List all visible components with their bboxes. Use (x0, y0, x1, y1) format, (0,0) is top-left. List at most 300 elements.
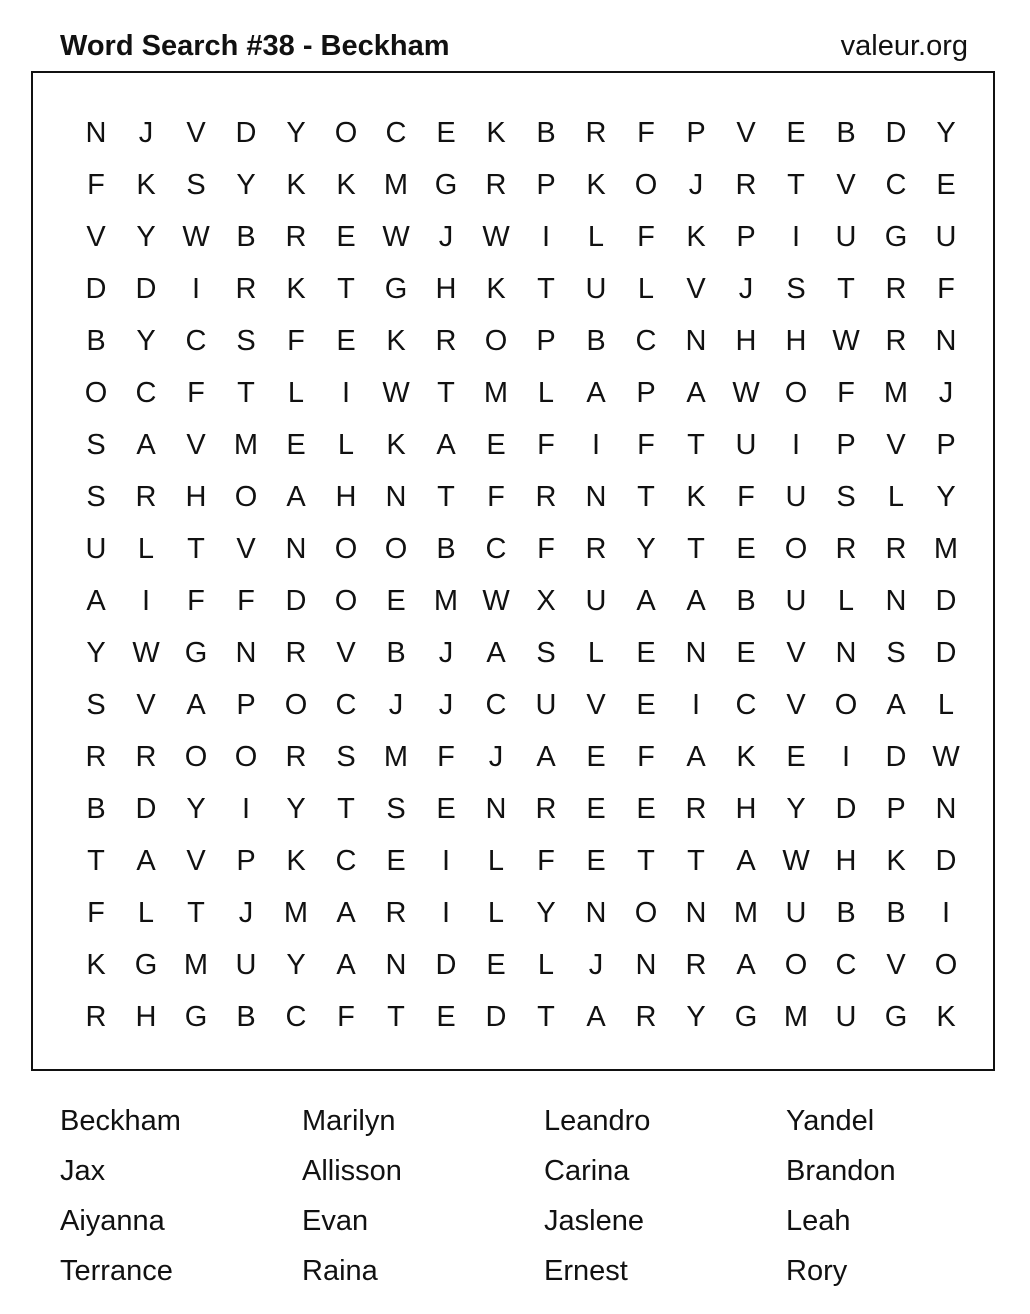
grid-letter: Y (236, 168, 256, 201)
grid-letter: U (835, 220, 857, 253)
grid-letter: W (132, 636, 160, 669)
grid-letter: S (886, 636, 906, 669)
word-list-item: Jaslene (544, 1205, 644, 1237)
grid-letter: V (186, 116, 206, 149)
grid-letter: V (336, 636, 356, 669)
grid-letter: W (782, 844, 810, 877)
grid-letter: B (586, 324, 606, 357)
grid-letter: J (438, 220, 454, 253)
grid-letter: S (336, 740, 356, 773)
grid-letter: R (685, 792, 707, 825)
grid-letter: U (785, 584, 807, 617)
grid-letter: N (385, 948, 407, 981)
grid-letter: L (487, 844, 505, 877)
grid-letter: R (685, 948, 707, 981)
grid-letter: N (685, 324, 707, 357)
grid-letter: K (486, 272, 506, 305)
grid-letter: A (686, 740, 706, 773)
grid-letter: I (241, 792, 251, 825)
grid-letter: R (485, 168, 507, 201)
grid-letter: O (784, 948, 808, 981)
grid-letter: A (436, 428, 456, 461)
grid-letter: T (637, 480, 655, 513)
grid-letter: L (287, 376, 305, 409)
grid-letter: T (687, 428, 705, 461)
grid-letter: K (486, 116, 506, 149)
grid-letter: L (337, 428, 355, 461)
grid-letter: J (688, 168, 704, 201)
grid-letter: R (885, 324, 907, 357)
grid-letter: K (386, 324, 406, 357)
grid-letter: F (237, 584, 255, 617)
grid-letter: N (585, 896, 607, 929)
grid-letter: G (884, 220, 908, 253)
grid-letter: T (187, 896, 205, 929)
grid-letter: C (485, 532, 507, 565)
grid-letter: B (86, 792, 106, 825)
grid-letter: D (235, 116, 257, 149)
site-name: valeur.org (840, 30, 968, 62)
grid-letter: P (936, 428, 956, 461)
grid-letter: V (886, 948, 906, 981)
grid-letter: H (785, 324, 807, 357)
grid-letter: N (285, 532, 307, 565)
grid-letter: E (486, 428, 506, 461)
word-list-item: Beckham (60, 1105, 181, 1137)
grid-letter: O (784, 532, 808, 565)
grid-letter: E (336, 220, 356, 253)
grid-letter: V (686, 272, 706, 305)
grid-letter: A (336, 896, 356, 929)
grid-letter: M (783, 1000, 809, 1033)
word-list-item: Carina (544, 1155, 630, 1187)
grid-letter: D (85, 272, 107, 305)
grid-letter: O (634, 896, 658, 929)
grid-letter: M (233, 428, 259, 461)
grid-letter: V (186, 428, 206, 461)
grid-letter: E (786, 740, 806, 773)
grid-letter: F (437, 740, 455, 773)
grid-letter: E (636, 792, 656, 825)
grid-letter: R (385, 896, 407, 929)
grid-letter: J (938, 376, 954, 409)
grid-letter: C (835, 948, 857, 981)
grid-letter: G (184, 1000, 208, 1033)
word-list-item: Jax (60, 1155, 106, 1187)
grid-letter: D (835, 792, 857, 825)
grid-letter: F (87, 168, 105, 201)
grid-letter: H (185, 480, 207, 513)
grid-letter: D (135, 272, 157, 305)
grid-letter: R (285, 636, 307, 669)
word-list-item: Leah (786, 1205, 851, 1237)
grid-letter: T (437, 480, 455, 513)
grid-letter: T (187, 532, 205, 565)
letter-grid (71, 107, 971, 1043)
grid-letter: G (734, 1000, 758, 1033)
grid-letter: T (87, 844, 105, 877)
grid-letter: N (235, 636, 257, 669)
grid-letter: R (85, 740, 107, 773)
grid-letter: K (586, 168, 606, 201)
puzzle-grid-frame (31, 71, 995, 1071)
grid-letter: N (585, 480, 607, 513)
grid-letter: I (841, 740, 851, 773)
grid-letter: J (488, 740, 504, 773)
grid-letter: W (932, 740, 960, 773)
grid-letter: K (336, 168, 356, 201)
grid-letter: N (885, 584, 907, 617)
grid-letter: M (483, 376, 509, 409)
grid-letter: M (183, 948, 209, 981)
grid-letter: V (736, 116, 756, 149)
grid-letter: A (736, 844, 756, 877)
grid-letter: C (185, 324, 207, 357)
grid-letter: A (136, 844, 156, 877)
grid-letter: Y (686, 1000, 706, 1033)
grid-letter: O (184, 740, 208, 773)
grid-letter: Y (286, 792, 306, 825)
grid-letter: R (285, 220, 307, 253)
grid-letter: F (837, 376, 855, 409)
word-list-item: Yandel (786, 1105, 875, 1137)
grid-letter: L (537, 376, 555, 409)
grid-letter: P (236, 844, 256, 877)
grid-letter: B (436, 532, 456, 565)
grid-letter: T (687, 844, 705, 877)
grid-letter: N (685, 896, 707, 929)
grid-letter: E (636, 636, 656, 669)
grid-letter: I (441, 844, 451, 877)
grid-letter: U (585, 272, 607, 305)
grid-letter: G (134, 948, 158, 981)
grid-letter: T (337, 272, 355, 305)
grid-letter: R (885, 532, 907, 565)
grid-letter: K (136, 168, 156, 201)
grid-letter: F (537, 844, 555, 877)
grid-letter: O (234, 480, 258, 513)
grid-letter: F (637, 116, 655, 149)
grid-letter: X (536, 584, 556, 617)
grid-letter: U (735, 428, 757, 461)
grid-letter: W (732, 376, 760, 409)
grid-letter: Y (936, 480, 956, 513)
grid-letter: R (135, 480, 157, 513)
grid-letter: P (686, 116, 706, 149)
grid-letter: T (787, 168, 805, 201)
grid-letter: H (335, 480, 357, 513)
grid-letter: E (386, 584, 406, 617)
grid-letter: V (786, 688, 806, 721)
grid-letter: O (784, 376, 808, 409)
grid-letter: Y (286, 116, 306, 149)
grid-letter: P (236, 688, 256, 721)
grid-letter: V (136, 688, 156, 721)
grid-letter: I (591, 428, 601, 461)
grid-letter: O (84, 376, 108, 409)
word-list-item: Leandro (544, 1105, 651, 1137)
grid-letter: S (186, 168, 206, 201)
grid-letter: U (835, 1000, 857, 1033)
grid-letter: H (835, 844, 857, 877)
grid-letter: E (486, 948, 506, 981)
grid-letter: E (336, 324, 356, 357)
grid-letter: E (586, 844, 606, 877)
grid-letter: M (283, 896, 309, 929)
grid-letter: F (287, 324, 305, 357)
grid-letter: P (536, 324, 556, 357)
grid-letter: D (285, 584, 307, 617)
grid-letter: I (791, 428, 801, 461)
grid-letter: C (285, 1000, 307, 1033)
grid-letter: A (586, 1000, 606, 1033)
grid-letter: E (436, 792, 456, 825)
grid-letter: Y (536, 896, 556, 929)
grid-letter: U (785, 480, 807, 513)
grid-letter: E (736, 532, 756, 565)
grid-letter: W (482, 584, 510, 617)
grid-letter: S (86, 688, 106, 721)
grid-letter: D (885, 116, 907, 149)
grid-letter: A (886, 688, 906, 721)
grid-letter: M (933, 532, 959, 565)
grid-letter: T (387, 1000, 405, 1033)
grid-letter: J (438, 688, 454, 721)
grid-letter: A (636, 584, 656, 617)
grid-letter: Y (186, 792, 206, 825)
grid-letter: A (186, 688, 206, 721)
grid-letter: L (837, 584, 855, 617)
grid-letter: K (286, 844, 306, 877)
grid-letter: F (637, 740, 655, 773)
grid-letter: J (388, 688, 404, 721)
grid-letter: K (886, 844, 906, 877)
grid-letter: A (736, 948, 756, 981)
grid-letter: E (786, 116, 806, 149)
word-list-item: Raina (302, 1255, 378, 1287)
grid-letter: J (238, 896, 254, 929)
grid-letter: O (634, 168, 658, 201)
grid-letter: P (736, 220, 756, 253)
grid-letter: K (386, 428, 406, 461)
grid-letter: V (886, 428, 906, 461)
grid-letter: D (435, 948, 457, 981)
grid-letter: P (836, 428, 856, 461)
grid-letter: F (537, 532, 555, 565)
grid-letter: A (536, 740, 556, 773)
grid-letter: F (187, 376, 205, 409)
grid-letter: R (585, 532, 607, 565)
grid-letter: E (586, 740, 606, 773)
grid-letter: R (885, 272, 907, 305)
grid-letter: J (438, 636, 454, 669)
grid-letter: W (832, 324, 860, 357)
grid-letter: U (85, 532, 107, 565)
grid-letter: N (935, 792, 957, 825)
grid-letter: F (87, 896, 105, 929)
grid-letter: K (286, 272, 306, 305)
grid-letter: A (86, 584, 106, 617)
grid-letter: E (286, 428, 306, 461)
grid-letter: A (586, 376, 606, 409)
grid-letter: R (585, 116, 607, 149)
grid-letter: D (135, 792, 157, 825)
grid-letter: G (884, 1000, 908, 1033)
grid-letter: J (588, 948, 604, 981)
grid-letter: A (686, 376, 706, 409)
grid-letter: S (236, 324, 256, 357)
grid-letter: F (187, 584, 205, 617)
grid-letter: T (837, 272, 855, 305)
word-list-item: Allisson (302, 1155, 402, 1187)
grid-letter: U (785, 896, 807, 929)
grid-letter: E (736, 636, 756, 669)
grid-letter: H (135, 1000, 157, 1033)
grid-letter: O (234, 740, 258, 773)
grid-letter: F (637, 428, 655, 461)
grid-letter: V (786, 636, 806, 669)
grid-letter: G (434, 168, 458, 201)
grid-letter: R (135, 740, 157, 773)
grid-letter: Y (286, 948, 306, 981)
grid-letter: I (941, 896, 951, 929)
grid-letter: V (586, 688, 606, 721)
grid-letter: O (334, 116, 358, 149)
grid-letter: B (886, 896, 906, 929)
grid-letter: C (635, 324, 657, 357)
grid-letter: S (86, 480, 106, 513)
grid-letter: D (935, 584, 957, 617)
grid-letter: K (736, 740, 756, 773)
grid-letter: U (235, 948, 257, 981)
grid-letter: I (141, 584, 151, 617)
grid-letter: W (382, 220, 410, 253)
grid-letter: H (735, 792, 757, 825)
grid-letter: B (386, 636, 406, 669)
grid-letter: E (636, 688, 656, 721)
grid-letter: N (635, 948, 657, 981)
grid-letter: W (482, 220, 510, 253)
grid-letter: B (236, 220, 256, 253)
grid-letter: N (685, 636, 707, 669)
grid-letter: O (484, 324, 508, 357)
grid-letter: L (537, 948, 555, 981)
grid-letter: I (441, 896, 451, 929)
grid-letter: K (686, 220, 706, 253)
grid-letter: S (386, 792, 406, 825)
grid-letter: P (636, 376, 656, 409)
grid-letter: C (385, 116, 407, 149)
grid-letter: T (537, 272, 555, 305)
word-list-item: Terrance (60, 1255, 173, 1287)
grid-letter: Y (936, 116, 956, 149)
grid-letter: W (182, 220, 210, 253)
grid-letter: T (637, 844, 655, 877)
grid-letter: S (836, 480, 856, 513)
grid-letter: O (834, 688, 858, 721)
grid-letter: B (236, 1000, 256, 1033)
grid-letter: M (433, 584, 459, 617)
grid-letter: A (136, 428, 156, 461)
grid-letter: R (835, 532, 857, 565)
grid-letter: B (836, 896, 856, 929)
grid-letter: N (85, 116, 107, 149)
grid-letter: E (436, 116, 456, 149)
grid-letter: M (883, 376, 909, 409)
puzzle-title: Word Search #38 - Beckham (60, 30, 450, 62)
grid-letter: B (86, 324, 106, 357)
grid-letter: I (341, 376, 351, 409)
grid-letter: E (936, 168, 956, 201)
grid-letter: K (86, 948, 106, 981)
grid-letter: L (887, 480, 905, 513)
grid-letter: D (935, 636, 957, 669)
grid-letter: N (385, 480, 407, 513)
grid-letter: Y (136, 324, 156, 357)
grid-letter: R (235, 272, 257, 305)
grid-letter: O (284, 688, 308, 721)
grid-letter: S (536, 636, 556, 669)
grid-letter: F (637, 220, 655, 253)
grid-letter: W (382, 376, 410, 409)
grid-letter: P (536, 168, 556, 201)
grid-letter: B (536, 116, 556, 149)
grid-letter: L (587, 636, 605, 669)
grid-letter: C (735, 688, 757, 721)
grid-letter: R (635, 1000, 657, 1033)
grid-letter: H (435, 272, 457, 305)
grid-letter: J (738, 272, 754, 305)
grid-letter: E (386, 844, 406, 877)
grid-letter: R (535, 792, 557, 825)
grid-letter: V (186, 844, 206, 877)
grid-letter: R (535, 480, 557, 513)
grid-letter: D (885, 740, 907, 773)
grid-letter: F (537, 428, 555, 461)
grid-letter: A (336, 948, 356, 981)
grid-letter: Y (86, 636, 106, 669)
grid-letter: V (86, 220, 106, 253)
grid-letter: C (485, 688, 507, 721)
grid-letter: A (486, 636, 506, 669)
grid-letter: T (687, 532, 705, 565)
grid-letter: B (736, 584, 756, 617)
grid-letter: N (485, 792, 507, 825)
grid-letter: M (383, 740, 409, 773)
grid-letter: R (735, 168, 757, 201)
grid-letter: C (335, 844, 357, 877)
grid-letter: O (334, 532, 358, 565)
grid-letter: E (436, 1000, 456, 1033)
grid-letter: T (337, 792, 355, 825)
grid-letter: V (236, 532, 256, 565)
grid-letter: K (686, 480, 706, 513)
grid-letter: O (934, 948, 958, 981)
grid-letter: C (885, 168, 907, 201)
grid-letter: M (733, 896, 759, 929)
word-list-item: Brandon (786, 1155, 896, 1187)
grid-letter: O (334, 584, 358, 617)
grid-letter: A (686, 584, 706, 617)
grid-letter: C (335, 688, 357, 721)
grid-letter: J (138, 116, 154, 149)
grid-letter: N (935, 324, 957, 357)
grid-letter: Y (136, 220, 156, 253)
word-list (60, 1098, 1028, 1298)
grid-letter: P (886, 792, 906, 825)
word-list-item: Ernest (544, 1255, 628, 1287)
grid-letter: L (937, 688, 955, 721)
